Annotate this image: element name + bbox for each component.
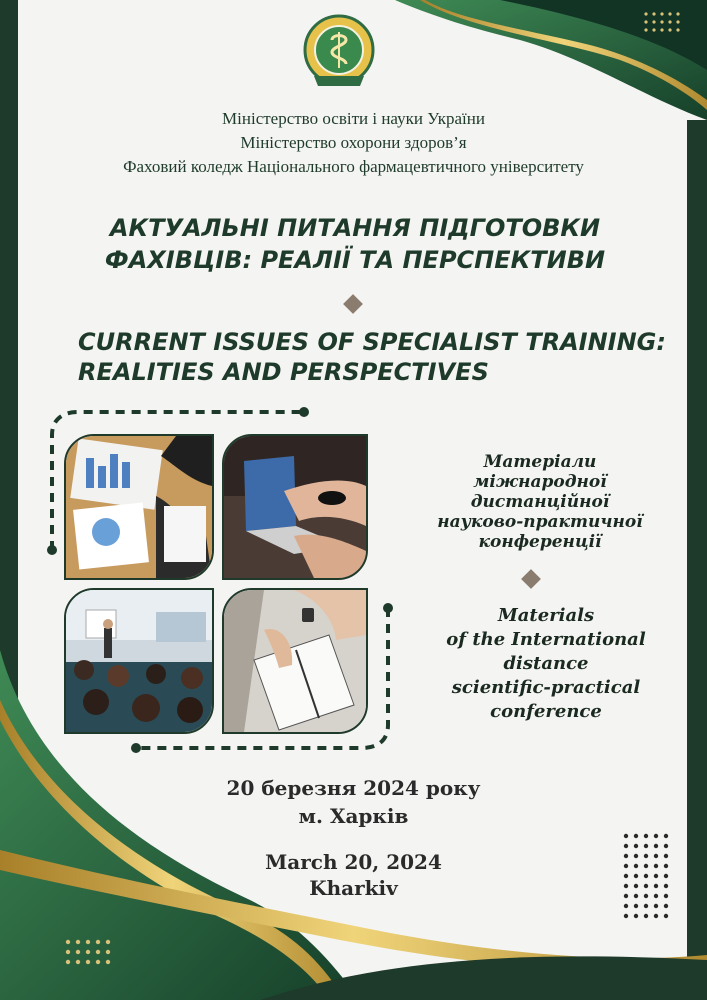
date-english: March 20, 2024 [265, 850, 442, 874]
decor-dot [624, 834, 628, 838]
decor-dot [660, 28, 663, 31]
college-logo [300, 14, 378, 92]
materials-ua-line: Матеріали [483, 452, 597, 472]
decor-dot [660, 20, 663, 23]
decor-dot [624, 904, 628, 908]
decor-dot [676, 28, 679, 31]
business-charts-photo [64, 434, 214, 580]
materials-en-line: Materials [497, 605, 595, 626]
city-ukrainian: м. Харків [298, 804, 409, 828]
decor-dot [66, 940, 70, 944]
decor-dot [668, 28, 671, 31]
decor-dot [652, 20, 655, 23]
materials-english [420, 604, 672, 724]
decor-dot [96, 940, 100, 944]
decor-dot [106, 950, 110, 954]
materials-ukrainian [420, 452, 660, 552]
decor-dot [634, 904, 638, 908]
materials-ua-line: дистанційної [470, 492, 610, 512]
materials-en-line: of the International [446, 629, 646, 650]
decor-dot [624, 914, 628, 918]
notebook-writing-photo [222, 588, 368, 734]
decor-dot [644, 20, 647, 23]
decor-dot [106, 940, 110, 944]
decor-dot [644, 28, 647, 31]
materials-ua-line: конференції [478, 532, 602, 552]
decor-dot [664, 904, 668, 908]
title-en-line2: REALITIES AND PERSPECTIVES [78, 358, 489, 386]
decor-dot [668, 20, 671, 23]
materials-en-line: distance [503, 653, 589, 674]
title-english [78, 327, 698, 387]
decor-dot [676, 20, 679, 23]
decor-dot [96, 950, 100, 954]
decor-dot [76, 960, 80, 964]
materials-ua-line: науково-практичної [437, 512, 643, 532]
decor-dot [86, 960, 90, 964]
decor-dot [652, 28, 655, 31]
decor-dot [654, 914, 658, 918]
decor-dot [668, 12, 671, 15]
decor-dot [664, 914, 668, 918]
laptop-work-photo [222, 434, 368, 580]
decor-dot [634, 834, 638, 838]
decor-dot [76, 950, 80, 954]
decor-dot [66, 960, 70, 964]
decor-dot [652, 12, 655, 15]
materials-en-line: conference [490, 701, 602, 722]
classroom-lecture-photo [64, 588, 214, 734]
decor-dot [106, 960, 110, 964]
decor-dot [644, 12, 647, 15]
materials-en-line: scientific-practical [451, 677, 641, 698]
decor-dot [66, 950, 70, 954]
decor-dot [86, 950, 90, 954]
ministry-education: Міністерство освіти і науки України [222, 109, 485, 128]
materials-ua-line: міжнародної [473, 472, 607, 492]
decor-dot [654, 904, 658, 908]
ministry-health: Міністерство охорони здоров’я [240, 133, 467, 152]
city-english: Kharkiv [309, 876, 398, 900]
decor-dot [86, 940, 90, 944]
decor-dot [676, 12, 679, 15]
decor-dot [644, 914, 648, 918]
title-en-line1: CURRENT ISSUES OF SPECIALIST TRAINING: [78, 328, 666, 356]
decor-dot [76, 940, 80, 944]
decor-dot [634, 914, 638, 918]
decor-dot [96, 960, 100, 964]
date-ukrainian: 20 березня 2024 року [226, 776, 481, 800]
title-ua-line2: ФАХІВЦІВ: РЕАЛІЇ ТА ПЕРСПЕКТИВИ [104, 246, 606, 274]
college-name: Фаховий коледж Національного фармацевтичного університету [123, 157, 584, 176]
decor-dot [660, 12, 663, 15]
title-ukrainian [60, 212, 650, 276]
title-ua-line1: АКТУАЛЬНІ ПИТАННЯ ПІДГОТОВКИ [109, 214, 601, 242]
decor-dot [654, 834, 658, 838]
decor-dot [664, 834, 668, 838]
decor-dot [644, 904, 648, 908]
decor-dot [644, 834, 648, 838]
